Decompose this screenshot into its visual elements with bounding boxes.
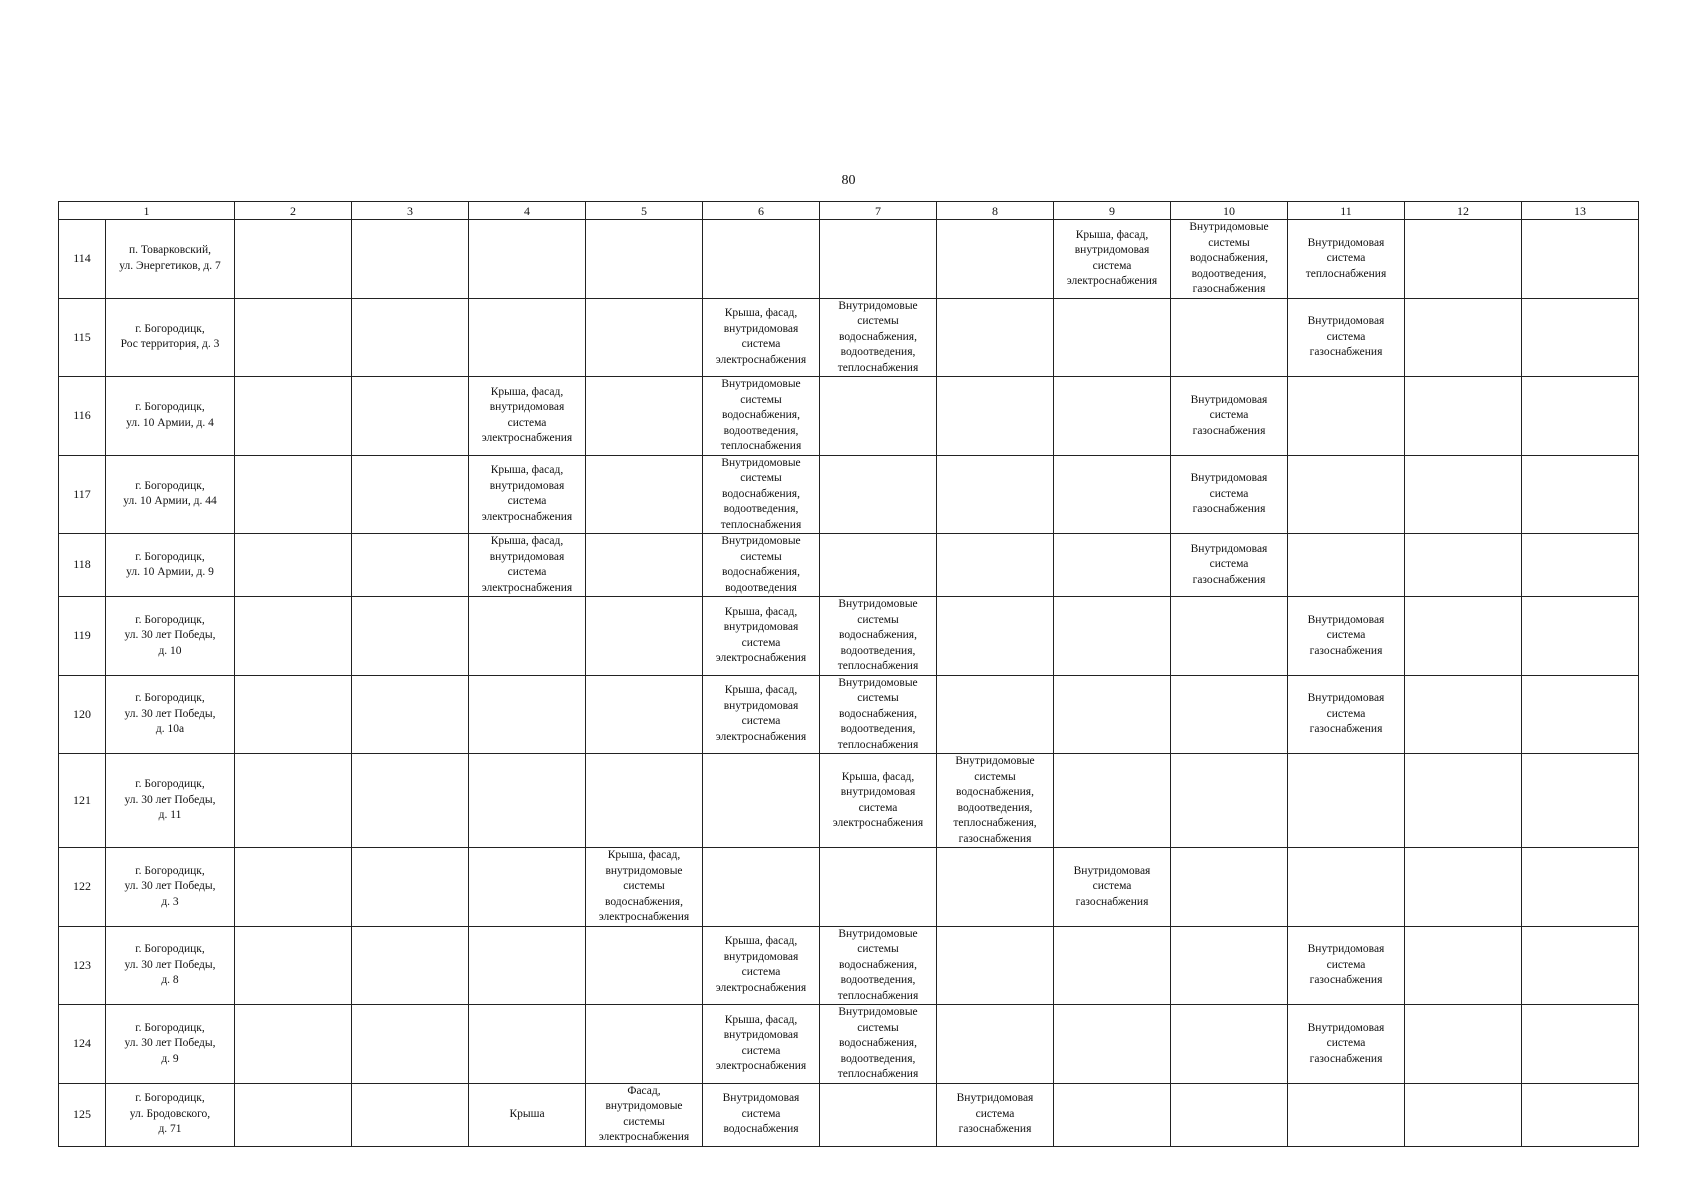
work-cell-col-4	[469, 754, 586, 848]
work-cell-col-8	[937, 1005, 1054, 1084]
column-header-2: 2	[235, 202, 352, 220]
work-cell-col-12	[1405, 754, 1522, 848]
address-cell: г. Богородицк, ул. 10 Армии, д. 4	[106, 377, 235, 456]
work-cell-col-8	[937, 926, 1054, 1005]
address-cell: г. Богородицк, ул. 30 лет Победы, д. 10а	[106, 675, 235, 754]
work-cell-col-10	[1171, 298, 1288, 377]
work-cell-col-12	[1405, 1005, 1522, 1084]
address-cell: г. Богородицк, Рос территория, д. 3	[106, 298, 235, 377]
table-row	[59, 848, 1639, 927]
work-cell-col-2	[235, 597, 352, 676]
table-row	[59, 1005, 1639, 1084]
work-cell-col-11: Внутридомовая система газоснабжения	[1288, 926, 1405, 1005]
work-cell-col-8: Внутридомовые системы водоснабжения, водоотведения, теплоснабжения, газоснабжения	[937, 754, 1054, 848]
table-row	[59, 754, 1639, 848]
work-cell-col-12	[1405, 220, 1522, 299]
work-cell-col-4	[469, 848, 586, 927]
address-cell: г. Богородицк, ул. Бродовского, д. 71	[106, 1083, 235, 1146]
work-cell-col-3	[352, 1005, 469, 1084]
work-cell-col-10	[1171, 1083, 1288, 1146]
work-cell-col-5: Крыша, фасад, внутридомовые системы водоснабжения, электроснабжения	[586, 848, 703, 927]
work-cell-col-2	[235, 1083, 352, 1146]
work-cell-col-3	[352, 675, 469, 754]
work-cell-col-2	[235, 675, 352, 754]
work-cell-col-2	[235, 220, 352, 299]
work-cell-col-7: Внутридомовые системы водоснабжения, водоотведения, теплоснабжения	[820, 597, 937, 676]
row-number: 118	[59, 534, 106, 597]
work-cell-col-4: Крыша, фасад, внутридомовая система электроснабжения	[469, 534, 586, 597]
work-cell-col-13	[1522, 926, 1639, 1005]
work-cell-col-13	[1522, 455, 1639, 534]
work-cell-col-3	[352, 754, 469, 848]
work-cell-col-11	[1288, 1083, 1405, 1146]
work-cell-col-12	[1405, 926, 1522, 1005]
work-cell-col-2	[235, 754, 352, 848]
work-cell-col-9	[1054, 534, 1171, 597]
work-cell-col-9	[1054, 455, 1171, 534]
work-cell-col-8	[937, 848, 1054, 927]
work-cell-col-6	[703, 220, 820, 299]
work-cell-col-5	[586, 220, 703, 299]
work-cell-col-4	[469, 597, 586, 676]
work-cell-col-9	[1054, 926, 1171, 1005]
work-cell-col-5: Фасад, внутридомовые системы электроснабжения	[586, 1083, 703, 1146]
work-cell-col-2	[235, 926, 352, 1005]
work-cell-col-4: Крыша	[469, 1083, 586, 1146]
table-row	[59, 298, 1639, 377]
work-cell-col-6: Крыша, фасад, внутридомовая система электроснабжения	[703, 597, 820, 676]
work-cell-col-11: Внутридомовая система газоснабжения	[1288, 675, 1405, 754]
work-cell-col-3	[352, 848, 469, 927]
work-cell-col-11	[1288, 534, 1405, 597]
table-row	[59, 455, 1639, 534]
work-cell-col-8	[937, 298, 1054, 377]
work-cell-col-8	[937, 455, 1054, 534]
work-cell-col-7: Внутридомовые системы водоснабжения, водоотведения, теплоснабжения	[820, 298, 937, 377]
work-cell-col-12	[1405, 377, 1522, 456]
column-header-8: 8	[937, 202, 1054, 220]
work-cell-col-4	[469, 298, 586, 377]
work-cell-col-6: Внутридомовые системы водоснабжения, водоотведения	[703, 534, 820, 597]
work-cell-col-11	[1288, 754, 1405, 848]
address-cell: г. Богородицк, ул. 30 лет Победы, д. 9	[106, 1005, 235, 1084]
work-cell-col-2	[235, 1005, 352, 1084]
work-cell-col-9	[1054, 1005, 1171, 1084]
table-header	[59, 202, 1639, 220]
work-cell-col-10	[1171, 1005, 1288, 1084]
page-number: 80	[841, 173, 856, 188]
address-cell: г. Богородицк, ул. 30 лет Победы, д. 11	[106, 754, 235, 848]
work-cell-col-6: Крыша, фасад, внутридомовая система электроснабжения	[703, 675, 820, 754]
work-cell-col-9	[1054, 754, 1171, 848]
work-cell-col-10	[1171, 926, 1288, 1005]
work-cell-col-7: Внутридомовые системы водоснабжения, водоотведения, теплоснабжения	[820, 675, 937, 754]
work-cell-col-2	[235, 848, 352, 927]
work-cell-col-8	[937, 377, 1054, 456]
address-cell: п. Товарковский, ул. Энергетиков, д. 7	[106, 220, 235, 299]
work-cell-col-9: Крыша, фасад, внутридомовая система электроснабжения	[1054, 220, 1171, 299]
table-row	[59, 597, 1639, 676]
work-cell-col-11	[1288, 377, 1405, 456]
work-cell-col-13	[1522, 597, 1639, 676]
column-header-7: 7	[820, 202, 937, 220]
work-cell-col-7: Внутридомовые системы водоснабжения, водоотведения, теплоснабжения	[820, 926, 937, 1005]
work-cell-col-5	[586, 298, 703, 377]
work-cell-col-11: Внутридомовая система газоснабжения	[1288, 1005, 1405, 1084]
work-cell-col-5	[586, 926, 703, 1005]
column-header-6: 6	[703, 202, 820, 220]
row-number: 124	[59, 1005, 106, 1084]
work-cell-col-5	[586, 377, 703, 456]
column-header-3: 3	[352, 202, 469, 220]
work-cell-col-2	[235, 377, 352, 456]
table-row	[59, 220, 1639, 299]
column-header-11: 11	[1288, 202, 1405, 220]
row-number: 121	[59, 754, 106, 848]
work-cell-col-9	[1054, 597, 1171, 676]
address-cell: г. Богородицк, ул. 10 Армии, д. 44	[106, 455, 235, 534]
work-cell-col-11	[1288, 455, 1405, 534]
column-header-4: 4	[469, 202, 586, 220]
work-cell-col-2	[235, 455, 352, 534]
work-cell-col-5	[586, 455, 703, 534]
address-cell: г. Богородицк, ул. 30 лет Победы, д. 10	[106, 597, 235, 676]
work-cell-col-13	[1522, 298, 1639, 377]
work-cell-col-12	[1405, 298, 1522, 377]
work-cell-col-8	[937, 534, 1054, 597]
work-cell-col-3	[352, 534, 469, 597]
column-header-5: 5	[586, 202, 703, 220]
table-row	[59, 926, 1639, 1005]
work-cell-col-3	[352, 926, 469, 1005]
work-cell-col-8: Внутридомовая система газоснабжения	[937, 1083, 1054, 1146]
work-cell-col-3	[352, 298, 469, 377]
work-cell-col-12	[1405, 848, 1522, 927]
work-cell-col-9: Внутридомовая система газоснабжения	[1054, 848, 1171, 927]
work-cell-col-8	[937, 220, 1054, 299]
work-cell-col-7	[820, 377, 937, 456]
row-number: 119	[59, 597, 106, 676]
work-cell-col-13	[1522, 534, 1639, 597]
work-cell-col-12	[1405, 1083, 1522, 1146]
work-cell-col-6: Крыша, фасад, внутридомовая система электроснабжения	[703, 1005, 820, 1084]
work-cell-col-11: Внутридомовая система теплоснабжения	[1288, 220, 1405, 299]
address-cell: г. Богородицк, ул. 30 лет Победы, д. 8	[106, 926, 235, 1005]
work-cell-col-12	[1405, 455, 1522, 534]
work-cell-col-3	[352, 377, 469, 456]
work-cell-col-4	[469, 1005, 586, 1084]
work-cell-col-7	[820, 1083, 937, 1146]
table-row	[59, 534, 1639, 597]
work-cell-col-5	[586, 1005, 703, 1084]
row-number: 125	[59, 1083, 106, 1146]
work-cell-col-8	[937, 597, 1054, 676]
address-cell: г. Богородицк, ул. 10 Армии, д. 9	[106, 534, 235, 597]
work-cell-col-4	[469, 926, 586, 1005]
work-cell-col-10: Внутридомовая система газоснабжения	[1171, 377, 1288, 456]
table-row	[59, 377, 1639, 456]
work-cell-col-5	[586, 675, 703, 754]
work-cell-col-7: Внутридомовые системы водоснабжения, водоотведения, теплоснабжения	[820, 1005, 937, 1084]
row-number: 123	[59, 926, 106, 1005]
work-cell-col-6: Внутридомовые системы водоснабжения, водоотведения, теплоснабжения	[703, 455, 820, 534]
work-cell-col-10: Внутридомовая система газоснабжения	[1171, 455, 1288, 534]
work-cell-col-3	[352, 597, 469, 676]
work-cell-col-2	[235, 534, 352, 597]
work-cell-col-5	[586, 597, 703, 676]
work-cell-col-12	[1405, 675, 1522, 754]
repair-schedule-table	[58, 201, 1639, 1147]
work-cell-col-7	[820, 220, 937, 299]
work-cell-col-6	[703, 848, 820, 927]
work-cell-col-5	[586, 754, 703, 848]
column-header-9: 9	[1054, 202, 1171, 220]
work-cell-col-3	[352, 455, 469, 534]
work-cell-col-4	[469, 675, 586, 754]
work-cell-col-3	[352, 1083, 469, 1146]
work-cell-col-6	[703, 754, 820, 848]
work-cell-col-13	[1522, 377, 1639, 456]
work-cell-col-5	[586, 534, 703, 597]
work-cell-col-7	[820, 848, 937, 927]
table-row	[59, 1083, 1639, 1146]
work-cell-col-13	[1522, 220, 1639, 299]
header-row	[59, 202, 1639, 220]
work-cell-col-6: Крыша, фасад, внутридомовая система электроснабжения	[703, 926, 820, 1005]
work-cell-col-9	[1054, 298, 1171, 377]
work-cell-col-10: Внутридомовые системы водоснабжения, водоотведения, газоснабжения	[1171, 220, 1288, 299]
row-number: 117	[59, 455, 106, 534]
work-cell-col-4: Крыша, фасад, внутридомовая система электроснабжения	[469, 377, 586, 456]
column-header-12: 12	[1405, 202, 1522, 220]
table-row	[59, 675, 1639, 754]
work-cell-col-7: Крыша, фасад, внутридомовая система электроснабжения	[820, 754, 937, 848]
work-cell-col-13	[1522, 675, 1639, 754]
work-cell-col-6: Внутридомовые системы водоснабжения, водоотведения, теплоснабжения	[703, 377, 820, 456]
row-number: 120	[59, 675, 106, 754]
column-header-1: 1	[59, 202, 235, 220]
work-cell-col-11	[1288, 848, 1405, 927]
work-cell-col-10	[1171, 675, 1288, 754]
column-header-10: 10	[1171, 202, 1288, 220]
work-cell-col-10	[1171, 597, 1288, 676]
work-cell-col-6: Внутридомовая система водоснабжения	[703, 1083, 820, 1146]
work-cell-col-11: Внутридомовая система газоснабжения	[1288, 597, 1405, 676]
work-cell-col-10	[1171, 754, 1288, 848]
work-cell-col-3	[352, 220, 469, 299]
work-cell-col-12	[1405, 534, 1522, 597]
work-cell-col-9	[1054, 675, 1171, 754]
work-cell-col-12	[1405, 597, 1522, 676]
work-cell-col-7	[820, 455, 937, 534]
row-number: 122	[59, 848, 106, 927]
work-cell-col-10	[1171, 848, 1288, 927]
work-cell-col-13	[1522, 1083, 1639, 1146]
work-cell-col-11: Внутридомовая система газоснабжения	[1288, 298, 1405, 377]
work-cell-col-9	[1054, 377, 1171, 456]
table-body	[59, 220, 1639, 1147]
work-cell-col-4: Крыша, фасад, внутридомовая система электроснабжения	[469, 455, 586, 534]
work-cell-col-9	[1054, 1083, 1171, 1146]
address-cell: г. Богородицк, ул. 30 лет Победы, д. 3	[106, 848, 235, 927]
work-cell-col-8	[937, 675, 1054, 754]
row-number: 116	[59, 377, 106, 456]
work-cell-col-6: Крыша, фасад, внутридомовая система электроснабжения	[703, 298, 820, 377]
work-cell-col-7	[820, 534, 937, 597]
work-cell-col-4	[469, 220, 586, 299]
row-number: 114	[59, 220, 106, 299]
work-cell-col-13	[1522, 754, 1639, 848]
row-number: 115	[59, 298, 106, 377]
work-cell-col-13	[1522, 1005, 1639, 1084]
column-header-13: 13	[1522, 202, 1639, 220]
work-cell-col-10: Внутридомовая система газоснабжения	[1171, 534, 1288, 597]
work-cell-col-2	[235, 298, 352, 377]
work-cell-col-13	[1522, 848, 1639, 927]
